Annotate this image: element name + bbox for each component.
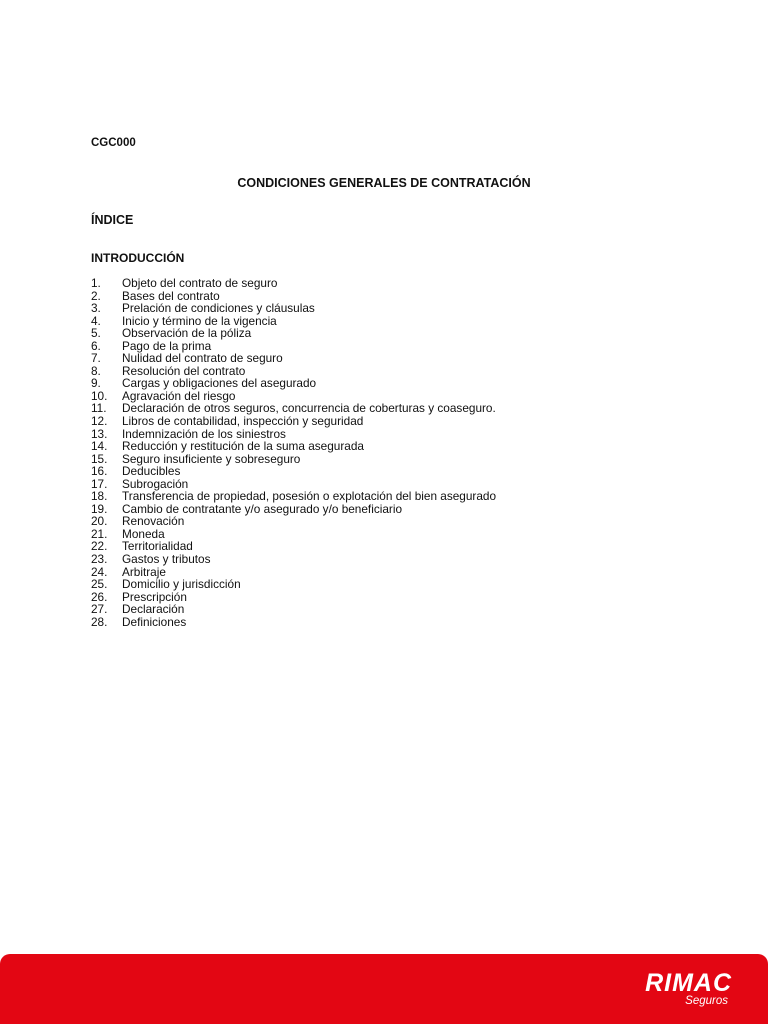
toc-item-number: 27. — [91, 602, 108, 617]
toc-item — [91, 490, 496, 503]
toc-item-label: Objeto del contrato de seguro — [122, 276, 278, 290]
toc-item-number: 19. — [91, 501, 108, 516]
index-heading: ÍNDICE — [91, 213, 134, 227]
toc-item — [91, 603, 496, 616]
toc-item-label: Observación de la póliza — [122, 326, 252, 341]
table-of-contents — [91, 277, 496, 628]
rimac-logo — [645, 970, 732, 1007]
toc-item-number: 28. — [91, 614, 108, 629]
toc-item-label: Libros de contabilidad, inspección y seguridad — [122, 414, 364, 429]
toc-item-label: Moneda — [122, 526, 165, 541]
toc-item-label: Renovación — [122, 514, 185, 529]
toc-item-label: Declaración de otros seguros, concurrencia de coberturas y coaseguro. — [122, 401, 496, 416]
document-title: CONDICIONES GENERALES DE CONTRATACIÓN — [237, 176, 531, 190]
introduction-heading: INTRODUCCIÓN — [91, 251, 185, 265]
toc-item — [91, 327, 496, 340]
toc-item — [91, 553, 496, 566]
toc-item-label: Declaración — [122, 602, 185, 617]
toc-item-label: Cambio de contratante y/o asegurado y/o beneficiario — [122, 501, 403, 516]
toc-item-number: 7. — [91, 351, 101, 366]
toc-item-label: Inicio y término de la vigencia — [122, 313, 277, 328]
toc-item-number: 23. — [91, 552, 108, 567]
toc-item-label: Agravación del riesgo — [122, 388, 236, 403]
toc-item-label: Nulidad del contrato de seguro — [122, 351, 283, 366]
toc-item-label: Transferencia de propiedad, posesión o explotación del bien asegurado — [122, 489, 497, 504]
toc-item-number: 21. — [91, 526, 108, 541]
toc-item-number: 10. — [91, 388, 108, 403]
toc-item-label: Reducción y restitución de la suma asegurada — [122, 439, 364, 454]
toc-item — [91, 277, 496, 290]
toc-item-number: 5. — [91, 326, 101, 341]
toc-item-number: 15. — [91, 451, 108, 466]
toc-item-number: 22. — [91, 539, 108, 554]
toc-item-label: Territorialidad — [122, 539, 193, 554]
toc-item — [91, 302, 496, 315]
toc-item — [91, 415, 496, 428]
toc-item-label: Cargas y obligaciones del asegurado — [122, 376, 317, 391]
toc-item-label: Indemnización de los siniestros — [122, 426, 286, 441]
toc-item-label: Resolución del contrato — [122, 363, 246, 378]
toc-item-label: Domicilio y jurisdicción — [122, 577, 241, 592]
toc-item — [91, 352, 496, 365]
toc-item — [91, 465, 496, 478]
toc-item — [91, 616, 496, 629]
toc-item-number: 14. — [91, 439, 108, 454]
brand-name: RIMAC — [645, 969, 732, 997]
toc-item-number: 26. — [91, 589, 108, 604]
toc-item-label: Bases del contrato — [122, 288, 220, 303]
brand-subtitle: Seguros — [685, 995, 728, 1007]
toc-item-label: Seguro insuficiente y sobreseguro — [122, 451, 301, 466]
toc-item-number: 3. — [91, 301, 101, 316]
toc-item-label: Subrogación — [122, 476, 189, 491]
toc-item-number: 20. — [91, 514, 108, 529]
toc-item-number: 12. — [91, 414, 108, 429]
toc-item-number: 11. — [91, 401, 107, 416]
toc-item-number: 25. — [91, 577, 108, 592]
toc-item — [91, 578, 496, 591]
toc-item-label: Definiciones — [122, 614, 187, 629]
toc-item-number: 18. — [91, 489, 108, 504]
toc-item-label: Pago de la prima — [122, 338, 212, 353]
document-code: CGC000 — [91, 137, 136, 149]
toc-item-label: Arbitraje — [122, 564, 166, 579]
toc-item-number: 9. — [91, 376, 101, 391]
footer-band — [0, 954, 768, 1024]
toc-item-number: 4. — [91, 313, 101, 328]
toc-item-number: 13. — [91, 426, 108, 441]
toc-item-label: Deducibles — [122, 464, 181, 479]
toc-item-number: 17. — [91, 476, 108, 491]
toc-item-label: Gastos y tributos — [122, 552, 211, 567]
toc-item-number: 2. — [91, 288, 101, 303]
toc-item-label: Prelación de condiciones y cláusulas — [122, 301, 315, 316]
toc-item-number: 16. — [91, 464, 108, 479]
toc-item-number: 6. — [91, 338, 101, 353]
toc-item-number: 24. — [91, 564, 108, 579]
toc-item-label: Prescripción — [122, 589, 187, 604]
toc-item-number: 1. — [91, 276, 101, 290]
toc-item — [91, 440, 496, 453]
toc-item-number: 8. — [91, 363, 101, 378]
